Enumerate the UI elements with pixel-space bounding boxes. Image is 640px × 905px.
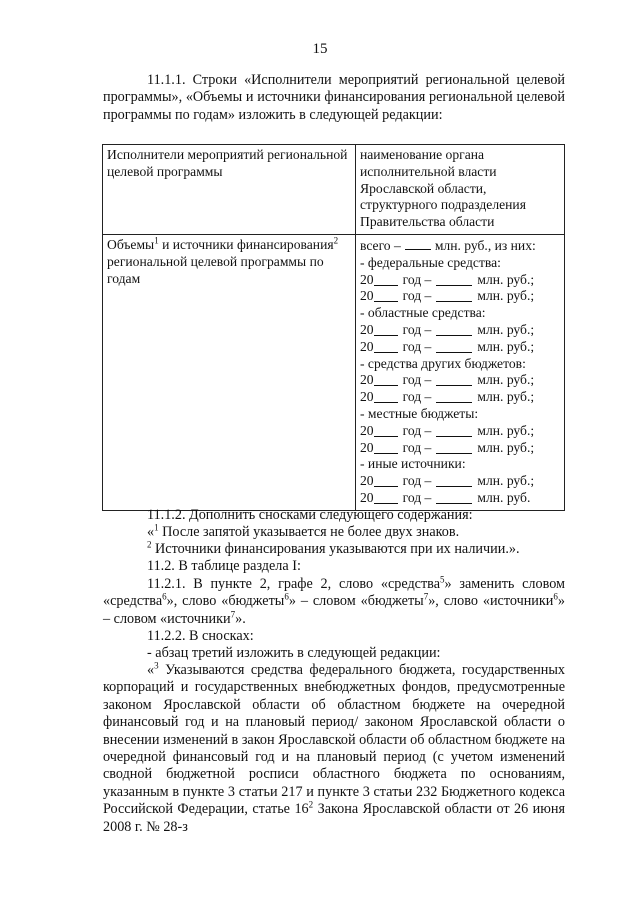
executors-value-cell (356, 145, 565, 235)
year-blank (374, 490, 398, 504)
footnote-2-text: $^2$ Источники финансирования указываются при их наличии.». (147, 539, 520, 557)
year-amount-row (360, 322, 560, 339)
source-name: - областные средства: (360, 305, 486, 321)
year-amount-row (360, 490, 560, 507)
funding-label: Объемы$^1$ и источники финансирования$^2$ региональной целевой программы по годам (107, 235, 339, 286)
amount-blank (436, 490, 472, 504)
intro-paragraph: 11.1.1. Строки «Исполнители мероприятий региональной целевой программы», «Объемы и источники финансирования региональной целевой программы по годам» изложить в следующей редакции: (103, 72, 565, 123)
year-prefix: 20 (360, 389, 374, 405)
footnote-1-text: «$^1$ После запятой указывается не более двух знаков. (147, 522, 460, 540)
year-prefix: 20 (360, 372, 374, 388)
year-blank (374, 339, 398, 353)
amount-blank (436, 473, 472, 487)
year-amount-row (360, 372, 560, 389)
year-blank (374, 473, 398, 487)
amount-unit: млн. руб.; (477, 389, 535, 405)
source-name: - федеральные средства: (360, 254, 501, 270)
paragraph-abzac: - абзац третий изложить в следующей редакции: (147, 645, 441, 661)
funding-label-cell (103, 234, 356, 510)
year-prefix: 20 (360, 321, 374, 337)
source-name: - иные источники: (360, 456, 466, 472)
amount-blank (436, 372, 472, 386)
paragraph-11-2-1: 11.2.1. В пункте 2, графе 2, слово «средства$^5$» заменить словом «средства$^6$», слово «бюджеты$^6$» – словом «бюджеты$^7$», слово «источники$^6$» – словом «источники$^7$». (103, 574, 566, 627)
total-line: всего – млн. руб., из них: (360, 237, 536, 253)
amount-unit: млн. руб.; (477, 439, 535, 455)
year-blank (374, 372, 398, 386)
year-label: год – (402, 489, 432, 505)
amount-blank (436, 423, 472, 437)
year-prefix: 20 (360, 288, 374, 304)
year-prefix: 20 (360, 422, 374, 438)
year-blank (374, 322, 398, 336)
amount-unit: млн. руб.; (477, 473, 535, 489)
year-label: год – (402, 422, 432, 438)
year-prefix: 20 (360, 338, 374, 354)
amount-unit: млн. руб.; (477, 338, 535, 354)
year-label: год – (402, 473, 432, 489)
year-prefix: 20 (360, 489, 374, 505)
amount-unit: млн. руб.; (477, 288, 535, 304)
year-prefix: 20 (360, 439, 374, 455)
year-blank (374, 440, 398, 454)
year-blank (374, 389, 398, 403)
funding-value-cell (356, 234, 565, 510)
amount-unit: млн. руб. (477, 489, 531, 505)
year-blank (374, 272, 398, 286)
table-row (103, 145, 565, 235)
source-name: - средства других бюджетов: (360, 355, 526, 371)
program-table (102, 144, 565, 511)
table-row (103, 234, 565, 510)
year-prefix: 20 (360, 473, 374, 489)
year-amount-row (360, 389, 560, 406)
amount-unit: млн. руб.; (477, 271, 535, 287)
quoted-footnote-3: «$^3$ Указываются средства федерального бюджета, государственных корпораций и государственных внебюджетных фондов, предусмотренные законом Ярославской области об областном бюджете на очередной финансовый год и на плановый период/ законом Ярославской области о внесении изменений в закон Ярославской области об областном бюджете на очередной финансовый год и на плановый период (с учетом изменений сводной бюджетной росписи областного бюджета по основаниям, указанным в пункте 3 статьи 217 и пункте 3 статьи 232 Бюджетного кодекса Российской Федерации, статье $16^2$ Закона Ярославской области от 26 июня 2008 г. № 28-з (103, 660, 565, 835)
year-amount-row (360, 288, 560, 305)
amount-blank (436, 389, 472, 403)
year-amount-row (360, 423, 560, 440)
year-label: год – (402, 372, 432, 388)
year-amount-row (360, 440, 560, 457)
year-blank (374, 288, 398, 302)
amount-blank (436, 288, 472, 302)
year-amount-row (360, 339, 560, 356)
amount-blank (436, 339, 472, 353)
paragraph-11-2: 11.2. В таблице раздела I: (147, 558, 301, 574)
amount-blank (436, 322, 472, 336)
executors-value: наименование органа исполнительной власти Ярославской области, структурного подразделения Правительства области (360, 147, 526, 230)
year-amount-row (360, 272, 560, 289)
year-label: год – (402, 321, 432, 337)
paragraph-11-2-2: 11.2.2. В сносках: (147, 628, 254, 644)
year-label: год – (402, 338, 432, 354)
year-blank (374, 423, 398, 437)
year-label: год – (402, 271, 432, 287)
paragraph-11-1-2: 11.1.2. Дополнить сносками следующего содержания: (147, 507, 473, 523)
page-number: 15 (312, 41, 328, 57)
year-amount-row (360, 473, 560, 490)
executors-label-cell (103, 145, 356, 235)
amount-unit: млн. руб.; (477, 422, 535, 438)
year-label: год – (402, 439, 432, 455)
amount-blank (436, 272, 472, 286)
year-prefix: 20 (360, 271, 374, 287)
executors-label: Исполнители мероприятий региональной целевой программы (107, 147, 348, 179)
amount-unit: млн. руб.; (477, 321, 535, 337)
year-label: год – (402, 389, 432, 405)
year-label: год – (402, 288, 432, 304)
amount-blank (436, 440, 472, 454)
amount-unit: млн. руб.; (477, 372, 535, 388)
source-name: - местные бюджеты: (360, 405, 479, 421)
funding-sources-list (360, 255, 560, 507)
